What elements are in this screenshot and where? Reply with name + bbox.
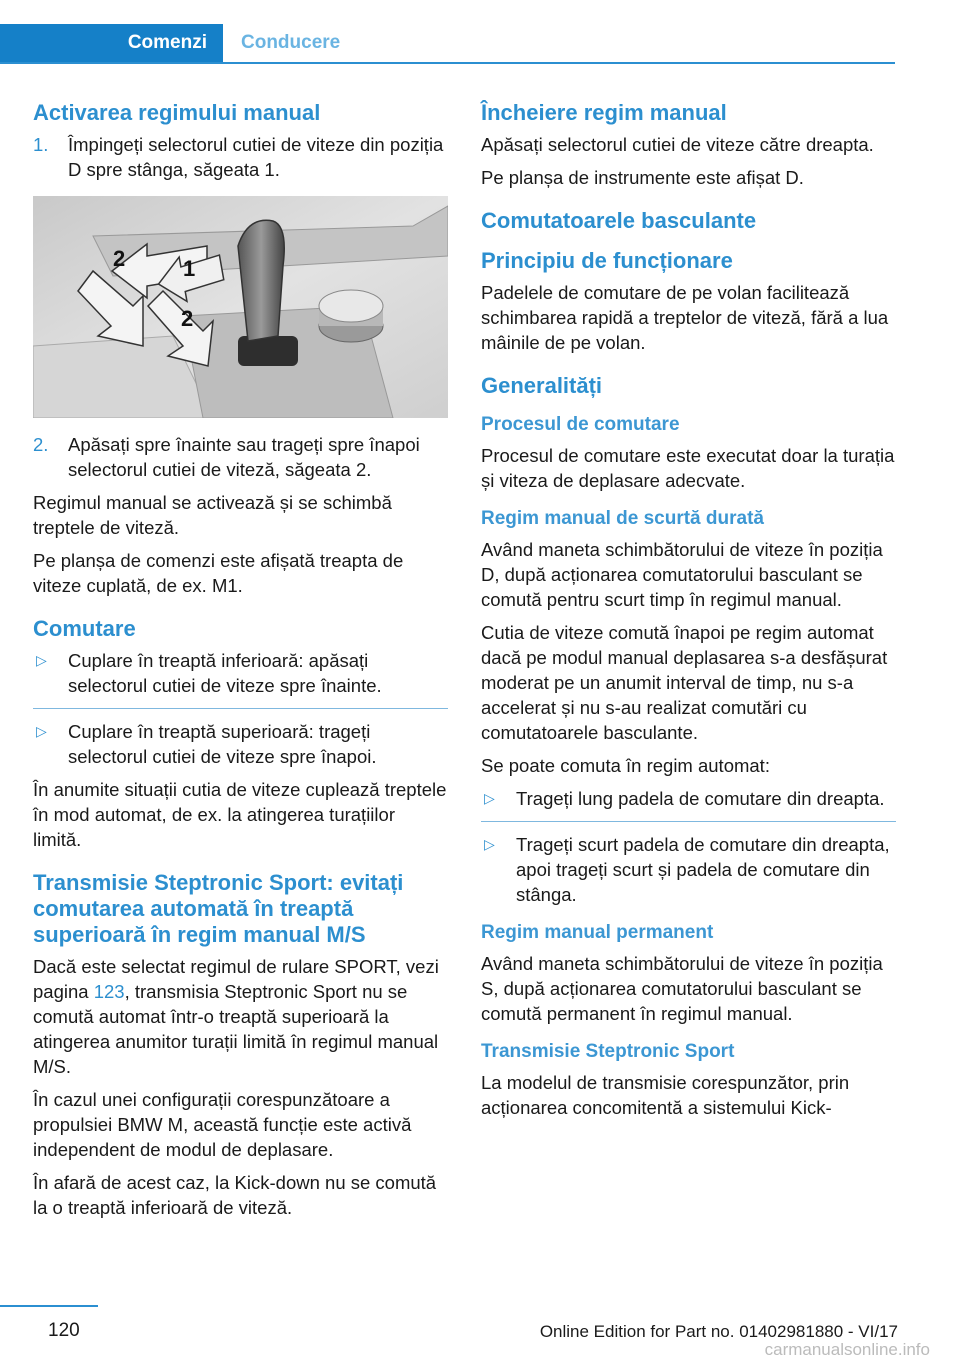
paragraph: Pe planșa de comenzi este afișată treapta de viteze cuplată, de ex. M1. — [33, 550, 404, 596]
paragraph: Având maneta schimbătorului de viteze în poziția S, după acționarea comutatorului basculant se comută permanent în regimul manual. — [481, 953, 883, 1024]
paragraph: Se poate comuta în regim automat: — [481, 755, 770, 776]
subheading-steptronic-sport: Transmisie Steptronic Sport — [481, 1041, 735, 1062]
left-column — [33, 100, 448, 1228]
heading-general: Generalități — [481, 373, 603, 398]
right-column — [481, 100, 896, 1128]
bullet-item — [33, 719, 448, 769]
heading-end-manual: Încheiere regim manual — [481, 100, 727, 125]
subheading-permanent: Regim manual permanent — [481, 922, 714, 943]
tab-comenzi[interactable]: Comenzi — [0, 24, 223, 62]
paragraph: Cutia de viteze comută înapoi pe regim automat dacă pe modul manual deplasarea s-a desfășurat moderat pe un anumit interval de timp, nu s-a accelerat și nu s-au realizat comutări cu comutatoarele basculante. — [481, 622, 888, 743]
paragraph: În afară de acest caz, la Kick-down nu se comută la o treaptă inferioară de viteză. — [33, 1172, 437, 1218]
paragraph: Având maneta schimbătorului de viteze în poziția D, după acționarea comutatorului basculant se comută pentru scurt timp în regimul manual. — [481, 539, 883, 610]
divider — [33, 708, 448, 709]
paragraph: În cazul unei configurații corespunzătoare a propulsiei BMW M, această funcție este activă independent de modul de deplasare. — [33, 1089, 412, 1160]
arrow-2-label-bottom: 2 — [181, 306, 194, 331]
page-link[interactable]: 123 — [93, 981, 125, 1002]
paragraph: Apăsați selectorul cutiei de viteze către dreapta. — [481, 134, 874, 155]
bullet-triangle-icon: ▷ — [484, 836, 495, 852]
gear-selector-illustration — [33, 196, 448, 418]
step-2-number: 2. — [33, 434, 49, 455]
paragraph-page-ref — [33, 954, 448, 1079]
paragraph: Pe planșa de instrumente este afișat D. — [481, 167, 804, 188]
paragraph: Regimul manual se activează și se schimbă treptele de viteză. — [33, 492, 392, 538]
arrow-2-label-top: 2 — [113, 246, 126, 271]
step-1-number: 1. — [33, 134, 49, 155]
heading-activation: Activarea regimului manual — [33, 100, 321, 125]
footer-rule — [0, 1305, 98, 1307]
step-2 — [33, 432, 448, 482]
bullet-item — [481, 832, 896, 907]
paragraph: Padelele de comutare de pe volan facilitează schimbarea rapidă a treptelor de viteză, fără a lua mâinile de pe volan. — [481, 282, 889, 353]
step-1-text: Împingeți selectorul cutiei de viteze din poziția D spre stânga, săgeata 1. — [68, 134, 444, 180]
bullet-text: Cuplare în treaptă inferioară: apăsați selectorul cutiei de viteze spre înainte. — [68, 650, 382, 696]
bullet-triangle-icon: ▷ — [36, 723, 47, 739]
subheading-short-term: Regim manual de scurtă durată — [481, 508, 764, 529]
heading-paddles: Comutatoarele basculante — [481, 208, 757, 233]
heading-principle: Principiu de funcționare — [481, 248, 733, 273]
text-part: Dacă este selectat regimul de rulare SPORT, vezi pagina — [33, 956, 439, 1002]
bullet-triangle-icon: ▷ — [36, 652, 47, 668]
tab-conducere[interactable]: Conducere — [241, 32, 341, 53]
page-number: 120 — [48, 1320, 80, 1341]
text-part: , transmisia Steptronic Sport nu se comută automat într-o treaptă superioară la atingerea anumitor turații limită în regimul manual M/S. — [33, 981, 439, 1077]
arrow-1-label: 1 — [183, 256, 196, 281]
bullet-text: Trageți lung padela de comutare din dreapta. — [516, 788, 885, 809]
bullet-triangle-icon: ▷ — [484, 790, 495, 806]
paragraph: În anumite situații cutia de viteze cuplează treptele în mod automat, de ex. la atingerea turațiilor limită. — [33, 779, 447, 850]
paragraph: Procesul de comutare este executat doar la turația și viteza de deplasare adecvate. — [481, 445, 895, 491]
watermark: carmanualsonline.info — [764, 1340, 930, 1359]
bullet-text: Cuplare în treaptă superioară: trageți selectorul cutiei de viteze spre înapoi. — [68, 721, 377, 767]
edition-note: Online Edition for Part no. 01402981880 - VI/17 — [539, 1322, 898, 1341]
bullet-item — [33, 648, 448, 698]
gear-selector-figure — [33, 196, 448, 418]
divider — [481, 821, 896, 822]
paragraph: La modelul de transmisie corespunzător, prin acționarea concomitentă a sistemului Kick- — [481, 1072, 850, 1118]
step-1 — [33, 132, 448, 182]
subheading-process: Procesul de comutare — [481, 414, 680, 435]
step-2-text: Apăsați spre înainte sau trageți spre înapoi selectorul cutiei de viteză, săgeata 2. — [68, 434, 420, 480]
bullet-text: Trageți scurt padela de comutare din dreapta, apoi trageți scurt și padela de comutare din stânga. — [516, 834, 890, 905]
heading-steptronic: Transmisie Steptronic Sport: evitați comutarea automată în treaptă superioară în regim manual M/S — [33, 870, 404, 947]
header-tabs — [0, 24, 895, 64]
heading-switching: Comutare — [33, 616, 136, 641]
bullet-item — [481, 786, 896, 811]
